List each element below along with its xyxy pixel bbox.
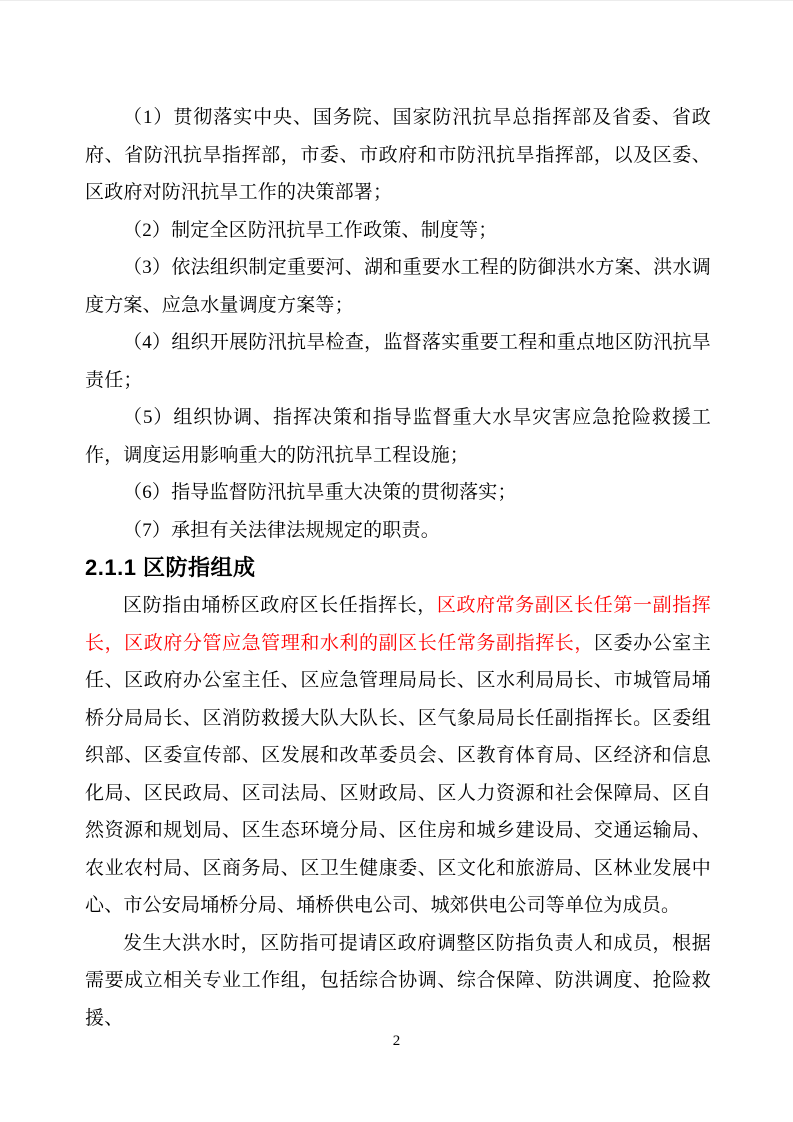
paragraph-duty-4: （4）组织开展防汛抗旱检查，监督落实重要工程和重点地区防汛抗旱责任； — [85, 332, 711, 391]
paragraph-flood-adjustment: 发生大洪水时，区防指可提请区政府调整区防指负责人和成员，根据需要成立相关专业工作组，包括综合协调、综合保障、防洪调度、抢险救援、 — [85, 932, 711, 1029]
paragraph-duty-6: （6）指导监督防汛抗旱重大决策的贯彻落实； — [123, 482, 517, 503]
page-number: 2 — [392, 1033, 401, 1049]
paragraph-duty-3: （3）依法组织制定重要河、湖和重要水工程的防御洪水方案、洪水调度方案、应急水量调度方案等； — [85, 257, 711, 316]
paragraph-composition — [85, 587, 711, 925]
composition-red-emphasis: 区政府常务副区长任第一副指挥长，区政府分管应急管理和水利的副区长任常务副指挥长， — [85, 595, 712, 654]
paragraph-duty-5: （5）组织协调、指挥决策和指导监督重大水旱灾害应急抢险救援工作，调度运用影响重大的防汛抗旱工程设施； — [85, 407, 711, 466]
paragraph-duty-2: （2）制定全区防汛抗旱工作政策、制度等； — [123, 219, 498, 241]
composition-lead-text: 区防指由埇桥区政府区长任指挥长， — [123, 595, 437, 616]
document-body — [85, 99, 711, 1037]
paragraph-duty-7: （7）承担有关法律法规规定的职责。 — [123, 519, 440, 541]
composition-members-text: 区委办公室主任、区政府办公室主任、区应急管理局局长、区水利局局长、市城管局埇桥分局局长、区消防救援大队大队长、区气象局局长任副指挥长。区委组织部、区委宣传部、区发展和改革委员会、区教育体育局、区经济和信息化局、区民政局、区司法局、区财政局、区人力资源和社会保障局、区自然资源和规划局、区生态环境分局、区住房和城乡建设局、交通运输局、农业农村局、区商务局、区卫生健康委、区文化和旅游局、区林业发展中心、市公安局埇桥分局、埇桥供电公司、城郊供电公司等单位为成员。 — [85, 632, 712, 916]
section-heading: 2.1.1 区防指组成 — [85, 555, 256, 580]
paragraph-duty-1: （1）贯彻落实中央、国务院、国家防汛抗旱总指挥部及省委、省政府、省防汛抗旱指挥部，市委、市政府和市防汛抗旱指挥部，以及区委、区政府对防汛抗旱工作的决策部署； — [85, 107, 711, 203]
